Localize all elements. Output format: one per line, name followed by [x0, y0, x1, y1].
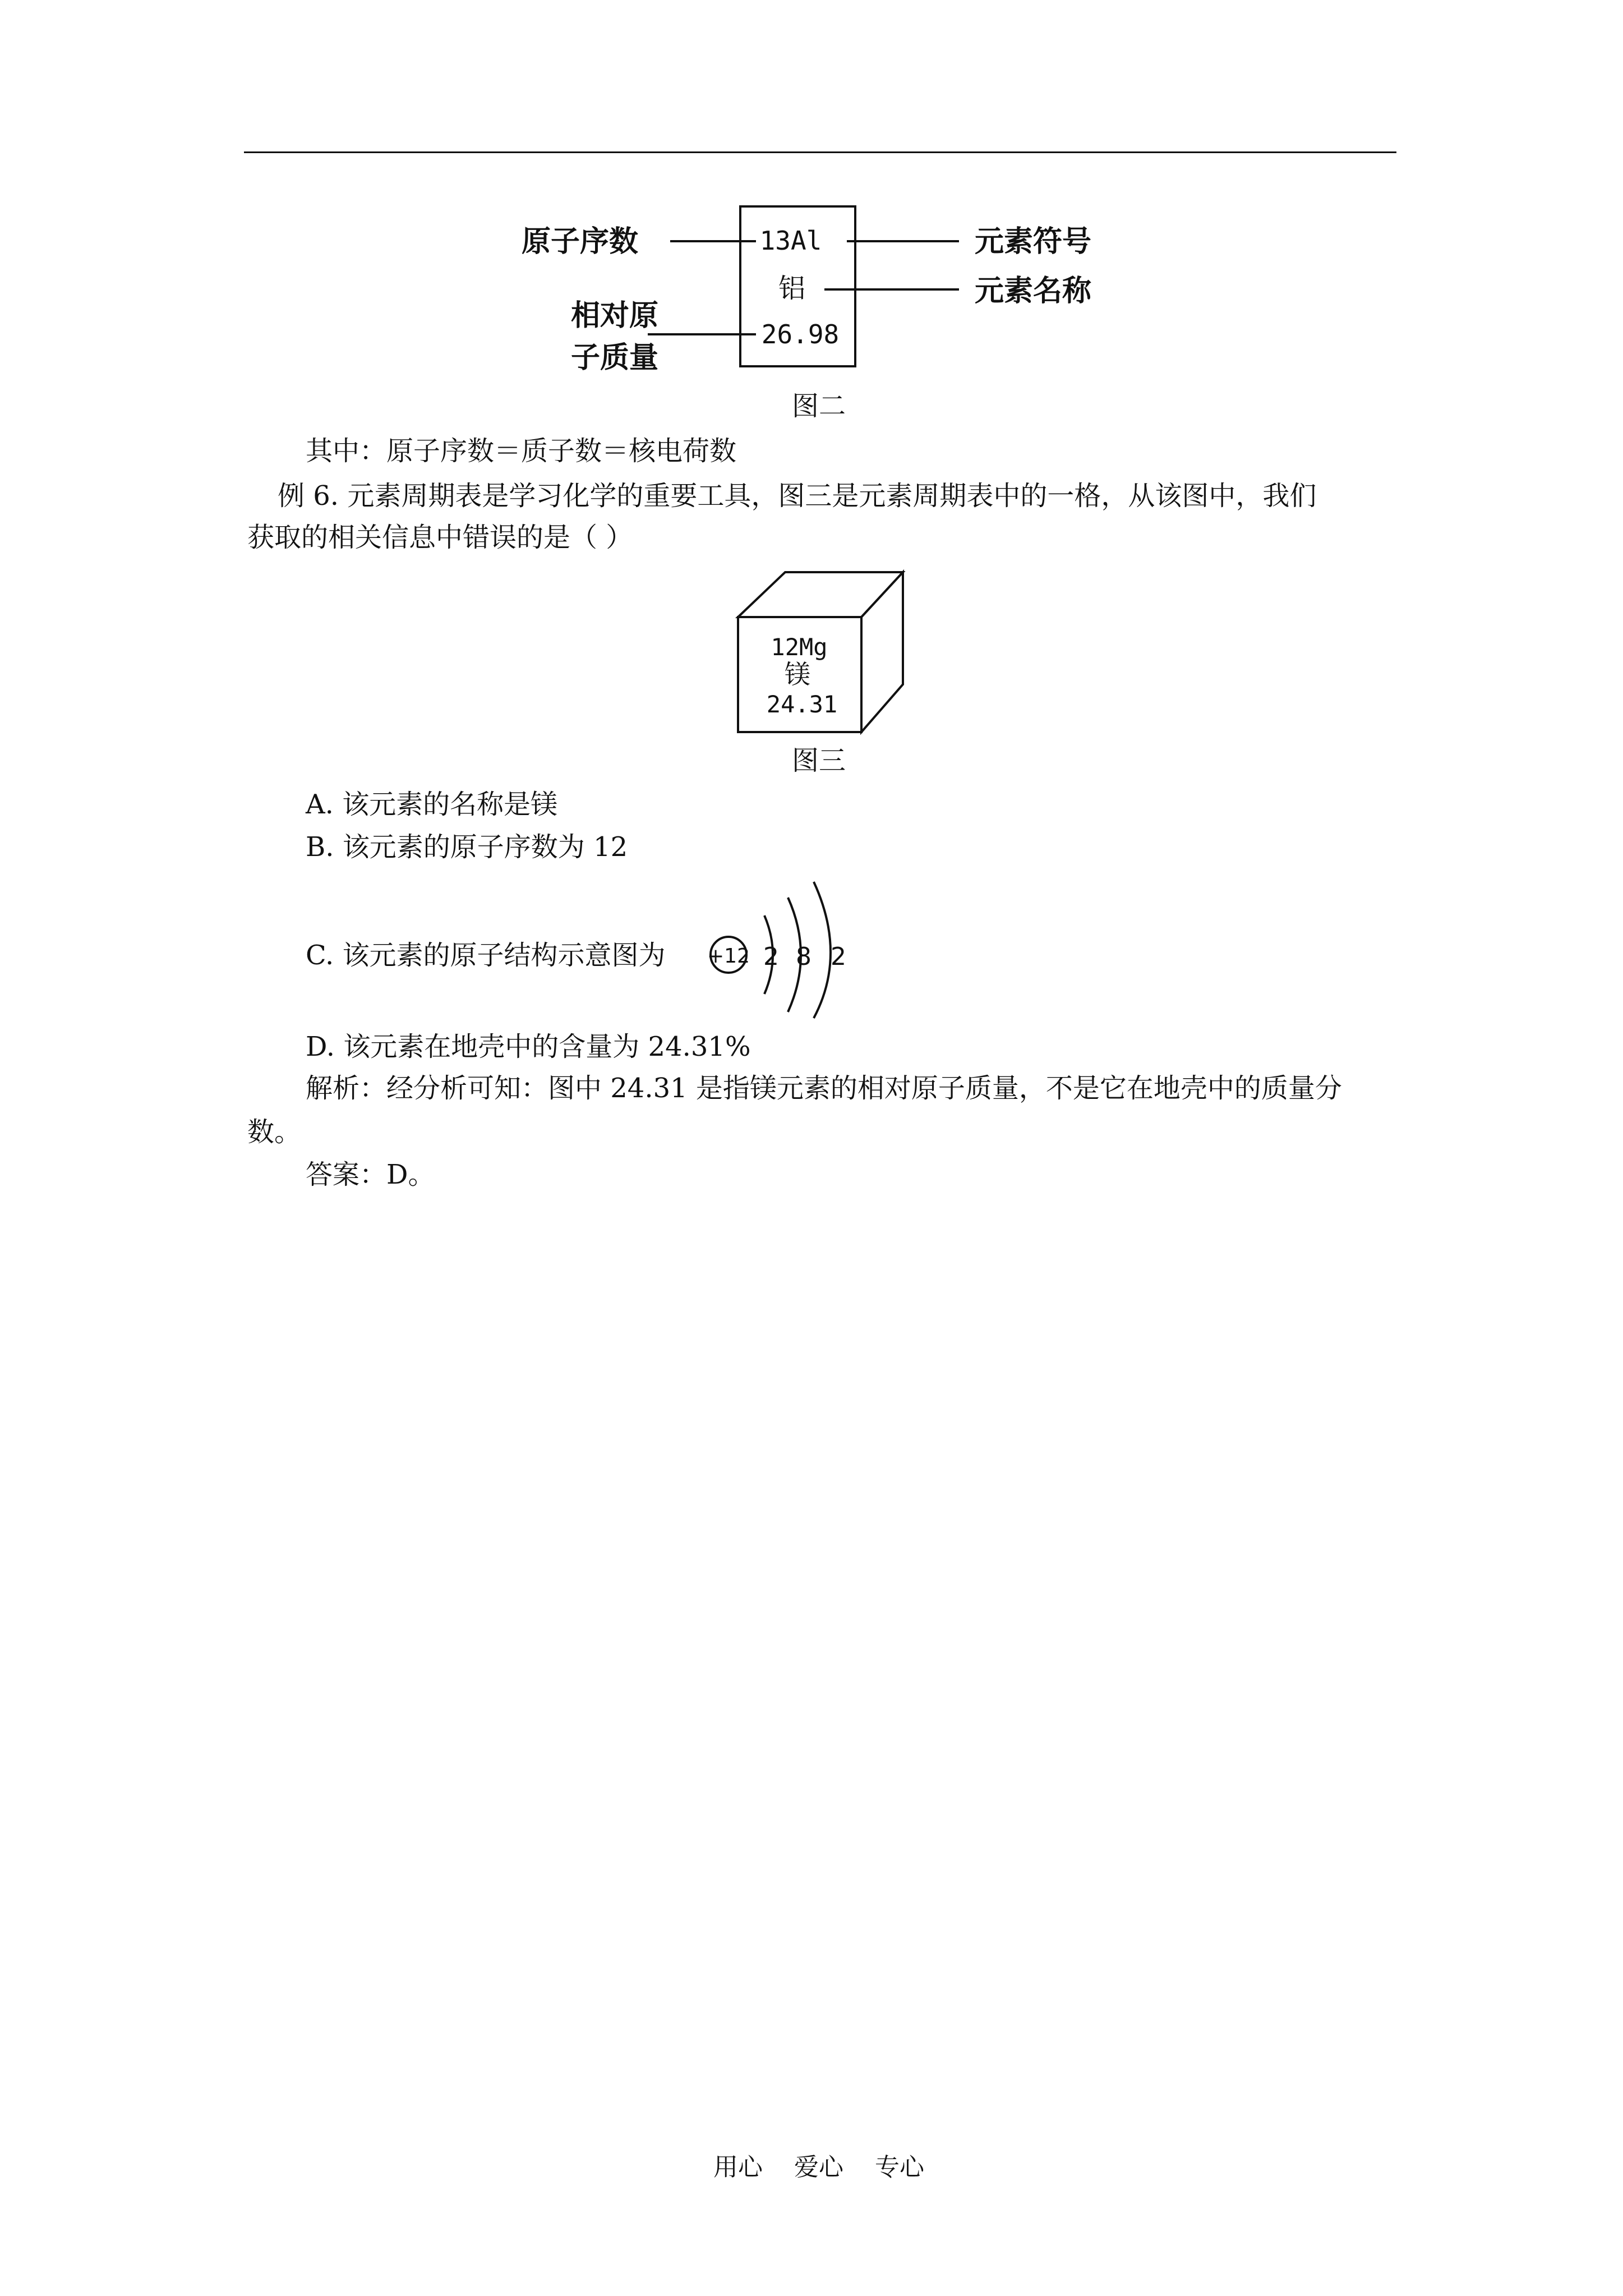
question-line-2: 获取的相关信息中错误的是（ ） — [247, 522, 633, 553]
figure-3-caption: 图三 — [791, 745, 846, 776]
option-b: B. 该元素的原子序数为 12 — [306, 831, 628, 863]
cell-element-name: 铝 — [778, 273, 806, 304]
figure-3-cube — [735, 567, 909, 738]
atom-structure-diagram — [704, 875, 861, 1021]
shell-electrons-2: 8 — [796, 942, 811, 971]
label-mass-line1: 相对原 — [571, 299, 659, 333]
question-line-1: 例 6. 元素周期表是学习化学的重要工具，图三是元素周期表中的一格，从该图中，我们 — [278, 480, 1317, 512]
cube-atomic-mass: 24.31 — [766, 691, 838, 718]
cube-symbol-line: 12Mg — [771, 633, 828, 661]
shell-arc-3 — [814, 882, 831, 1018]
footer-word-3: 专心 — [875, 2153, 924, 2182]
footer-word-2: 爱心 — [794, 2153, 843, 2182]
footer-word-1: 用心 — [713, 2153, 763, 2182]
cell-symbol-line: 13Al — [759, 226, 822, 256]
cell-atomic-mass: 26.98 — [761, 319, 840, 349]
label-element-symbol: 元素符号 — [975, 225, 1092, 259]
nucleus-charge: +12 — [707, 945, 750, 968]
cube-element-name: 镁 — [785, 659, 810, 689]
header-rule — [244, 151, 1396, 153]
figure-2-diagram — [522, 196, 1110, 381]
label-atomic-number: 原子序数 — [522, 225, 639, 259]
note-text: 其中：原子序数＝质子数＝核电荷数 — [306, 435, 737, 467]
analysis-line-1: 解析：经分析可知：图中 24.31 是指镁元素的相对原子质量，不是它在地壳中的质量分 — [306, 1073, 1342, 1104]
answer-text: 答案：D。 — [306, 1159, 435, 1190]
option-a: A. 该元素的名称是镁 — [306, 789, 558, 820]
option-c: C. 该元素的原子结构示意图为 — [306, 940, 666, 971]
figure-2-caption: 图二 — [791, 390, 846, 422]
option-d: D. 该元素在地壳中的含量为 24.31% — [306, 1031, 751, 1062]
label-mass-line2: 子质量 — [571, 341, 659, 375]
label-element-name: 元素名称 — [975, 274, 1092, 308]
shell-electrons-3: 2 — [831, 942, 846, 971]
page-footer — [651, 2152, 987, 2183]
shell-electrons-1: 2 — [763, 942, 779, 971]
analysis-line-2: 数。 — [247, 1116, 302, 1148]
